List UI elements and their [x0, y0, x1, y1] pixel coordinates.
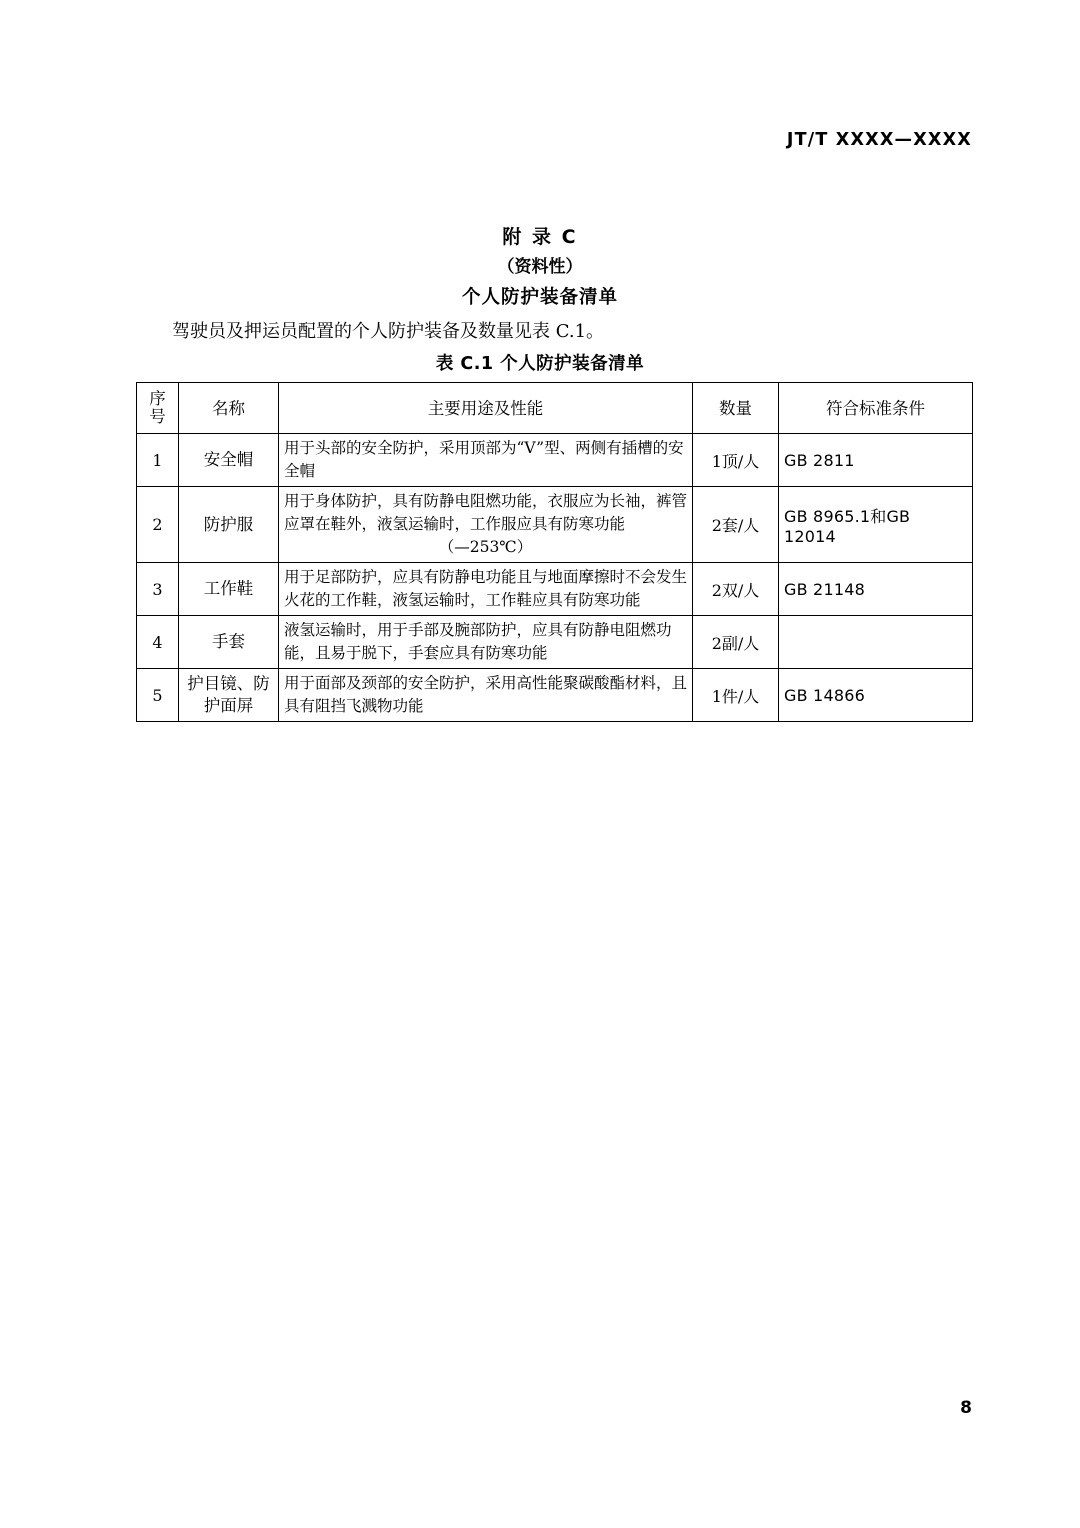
cell-qty: 2副/人: [693, 616, 779, 669]
cell-no: 3: [137, 563, 179, 616]
cell-name: 手套: [179, 616, 279, 669]
annex-nature: （资料性）: [497, 257, 583, 277]
cell-qty: 2双/人: [693, 563, 779, 616]
ppe-table-wrapper: [136, 382, 972, 722]
cell-use-text: 用于足部防护，应具有防静电功能且与地面摩擦时不会发生火花的工作鞋，液氢运输时，工作鞋应具有防寒功能: [284, 568, 688, 609]
cell-use-text: 用于面部及颈部的安全防护，采用高性能聚碳酸酯材料，且具有阻挡飞溅物功能: [284, 674, 688, 715]
table-row: [137, 487, 973, 563]
header-cell-name: 名称: [179, 383, 279, 434]
cell-std: GB 14866: [779, 669, 973, 722]
cell-use: [279, 563, 693, 616]
cell-name: 工作鞋: [179, 563, 279, 616]
standard-number: JT/T XXXX—XXXX: [786, 130, 972, 150]
table-caption: 表 C.1 个人防护装备清单: [435, 354, 645, 374]
header-cell-qty: 数量: [693, 383, 779, 434]
header-cell-use: 主要用途及性能: [279, 383, 693, 434]
annex-subtitle: 个人防护装备清单: [461, 287, 618, 308]
cell-qty: 1件/人: [693, 669, 779, 722]
ppe-table: [136, 382, 973, 722]
cell-use-text: 用于头部的安全防护，采用顶部为“V”型、两侧有插槽的安全帽: [284, 439, 684, 480]
cell-use: [279, 669, 693, 722]
cell-use: [279, 434, 693, 487]
cell-no: 2: [137, 487, 179, 563]
header-no-line1: 序: [149, 389, 166, 408]
table-row: [137, 563, 973, 616]
cell-std: GB 2811: [779, 434, 973, 487]
cell-no: 4: [137, 616, 179, 669]
cell-name: 护目镜、防护面屏: [179, 669, 279, 722]
header-no-line2: 号: [149, 407, 166, 426]
cell-qty: 1顶/人: [693, 434, 779, 487]
cell-no: 5: [137, 669, 179, 722]
cell-use: [279, 616, 693, 669]
annex-title: 附 录 C: [502, 226, 578, 248]
cell-no: 1: [137, 434, 179, 487]
cell-use-text: 液氢运输时，用于手部及腕部防护，应具有防静电阻燃功能，且易于脱下，手套应具有防寒功能: [284, 621, 672, 662]
intro-paragraph: 驾驶员及押运员配置的个人防护装备及数量见表 C.1。: [172, 321, 605, 342]
cell-std: GB 21148: [779, 563, 973, 616]
table-row: [137, 616, 973, 669]
header-cell-std: 符合标准条件: [779, 383, 973, 434]
cell-name: 防护服: [179, 487, 279, 563]
annex-heading-block: [0, 222, 1080, 314]
table-header-row: [137, 383, 973, 434]
cell-std: GB 8965.1和GB 12014: [779, 487, 973, 563]
table-row: [137, 434, 973, 487]
cell-use: [279, 487, 693, 563]
cell-use-text-extra: （—253℃）: [438, 538, 533, 556]
cell-name: 安全帽: [179, 434, 279, 487]
page-number: 8: [960, 1398, 972, 1418]
cell-std: [779, 616, 973, 669]
cell-use-text: 用于身体防护，具有防静电阻燃功能，衣服应为长袖，裤管应罩在鞋外，液氢运输时，工作服应具有防寒功能: [284, 492, 688, 533]
cell-qty: 2套/人: [693, 487, 779, 563]
header-cell-no: [137, 383, 179, 434]
table-row: [137, 669, 973, 722]
